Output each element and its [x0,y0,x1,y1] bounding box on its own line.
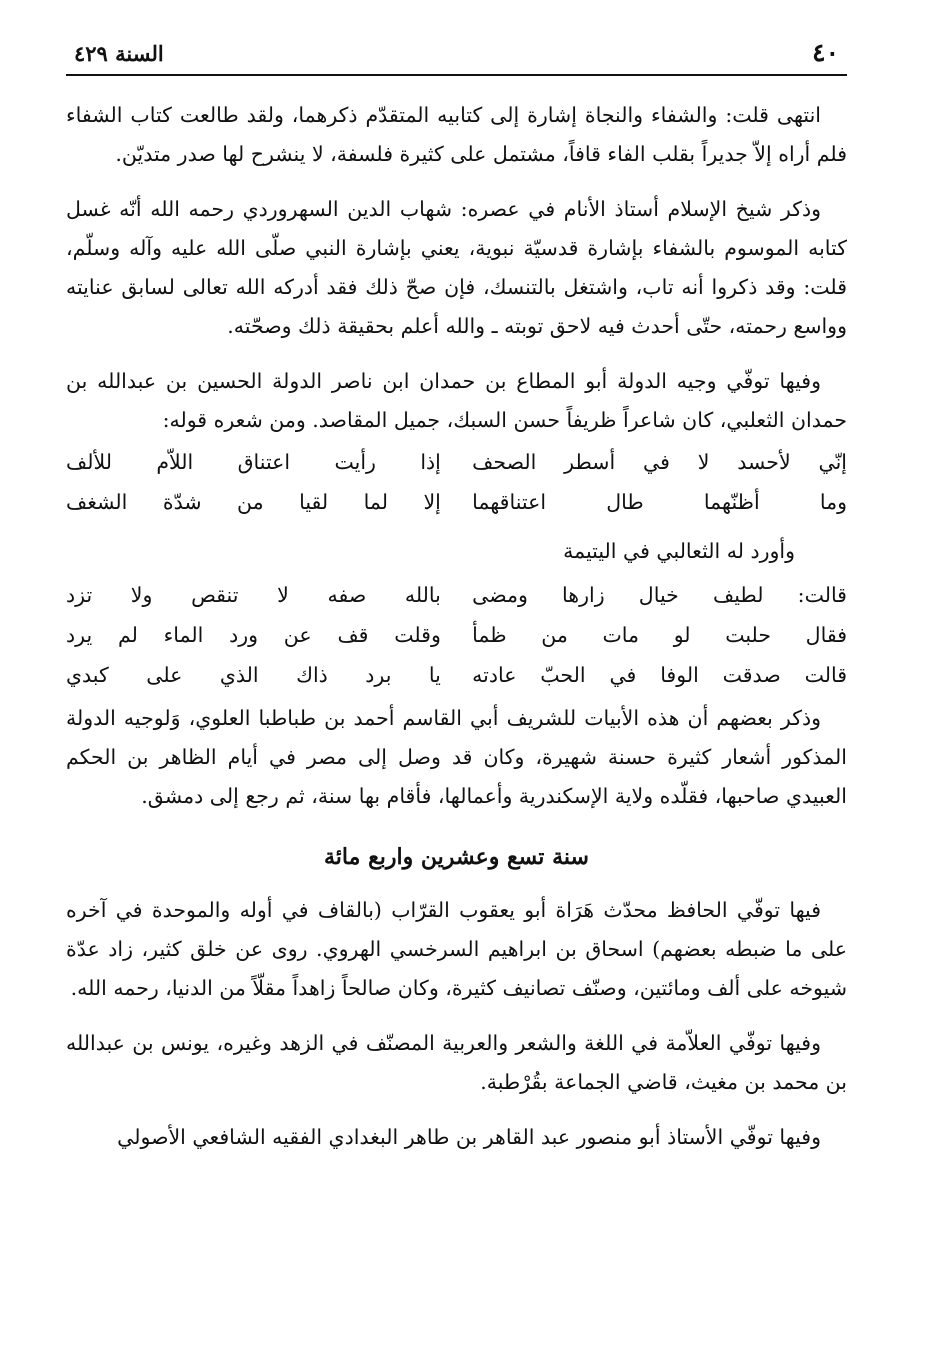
poem-1-verse [66,442,847,482]
poem-2-verse [66,575,847,615]
verse-second-hemistich: إلا لما لقيا من شدّة الشغف [66,489,441,514]
verse-first-hemistich: إنّي لأحسد لا في أسطر الصحف [472,449,847,474]
poem-1-verse [66,482,847,522]
poem-2 [66,575,847,695]
verse-first-hemistich: فقال حلبت لو مات من ظمأ [472,622,847,647]
verse-first-hemistich: قالت: لطيف خيال زارها ومضى [472,582,847,607]
paragraph-wajih-al-dawla: وفيها توفّي وجيه الدولة أبو المطاع بن حمدان ابن ناصر الدولة الحسين بن عبدالله بن حمدان الثعلبي، كان شاعراً ظريفاً حسن السبك، جميل المقاصد. ومن شعره قوله: [66,369,847,432]
verse-second-hemistich: إذا رأيت اعتناق اللاّم للألف [66,449,441,474]
paragraph-ibn-tabataba: وذكر بعضهم أن هذه الأبيات للشريف أبي القاسم أحمد بن طباطبا العلوي، وَلوجيه الدولة المذكور أشعار كثيرة حسنة شهيرة، وكان قد وصل إلى مصر في أيام الظاهر بن الحكم العبيدي صاحبها، فقلّده ولاية الإسكندرية وأعمالها، فأقام بها سنة، ثم رجع إلى دمشق. [66,706,847,808]
verse-second-hemistich: وقلت قف عن ورد الماء لم يرد [66,622,441,647]
poem-1 [66,442,847,522]
verse-first-hemistich: وما أظنّهما طال اعتناقهما [472,489,847,514]
verse-second-hemistich: بالله صفه لا تنقص ولا تزد [66,582,441,607]
paragraph-yunus: وفيها توفّي العلاّمة في اللغة والشعر والعربية المصنّف في الزهد وغيره، يونس بن عبدالله بن محمد بن مغيث، قاضي الجماعة بقُرْطبة. [66,1031,847,1094]
poem-2-verse [66,615,847,655]
poem-2-verse [66,655,847,695]
running-title-year: السنة ٤٢٩ [74,41,164,66]
page-number: ٤٠ [812,38,839,67]
verse-second-hemistich: يا برد ذاك الذي على كبدي [66,662,441,687]
paragraph-al-baghdadi: وفيها توفّي الأستاذ أبو منصور عبد القاهر بن طاهر البغدادي الفقيه الشافعي الأصولي [117,1125,821,1149]
page-body [66,96,847,1173]
paragraph-al-qarrab: فيها توفّي الحافظ محدّث هَرَاة أبو يعقوب القرّاب (بالقاف في أوله والموحدة في آخره على ما ضبطه بعضهم) اسحاق بن ابراهيم السرخسي الهروي. روى عن خلق كثير، زاد عدّة شيوخه على ألف ومائتين، وصنّف تصانيف كثيرة، وكان صالحاً زاهداً مقلّاً من الدنيا، رحمه الله. [66,898,847,1000]
paragraph-thaalibi: وأورد له الثعالبي في اليتيمة [563,539,795,563]
paragraph-shifa: انتهى قلت: والشفاء والنجاة إشارة إلى كتابيه المتقدّم ذكرهما، ولقد طالعت كتاب الشفاء فلم أراه إلاّ جديراً بقلب الفاء قافاً، مشتمل على كثيرة فلسفة، لا ينشرح لها صدر متديّن. [66,103,847,166]
page-header [66,34,847,76]
verse-first-hemistich: قالت صدقت الوفا في الحبّ عادته [472,662,847,687]
paragraph-suhrawardi: وذكر شيخ الإسلام أستاذ الأنام في عصره: شهاب الدين السهروردي رحمه الله أنّه غسل كتابه الموسوم بالشفاء بإشارة قدسيّة نبوية، يعني بإشارة النبي صلّى الله عليه وآله وسلّم، قلت: وقد ذكروا أنه تاب، واشتغل بالتنسك، فإن صحّ ذلك فقد أدركه الله تعالى لسابق عنايته وواسع رحمته، حتّى أحدث فيه لاحق توبته ـ والله أعلم بحقيقة ذلك وصحّته. [66,197,847,338]
section-heading: سنة تسع وعشرين واربع مائة [324,844,589,870]
